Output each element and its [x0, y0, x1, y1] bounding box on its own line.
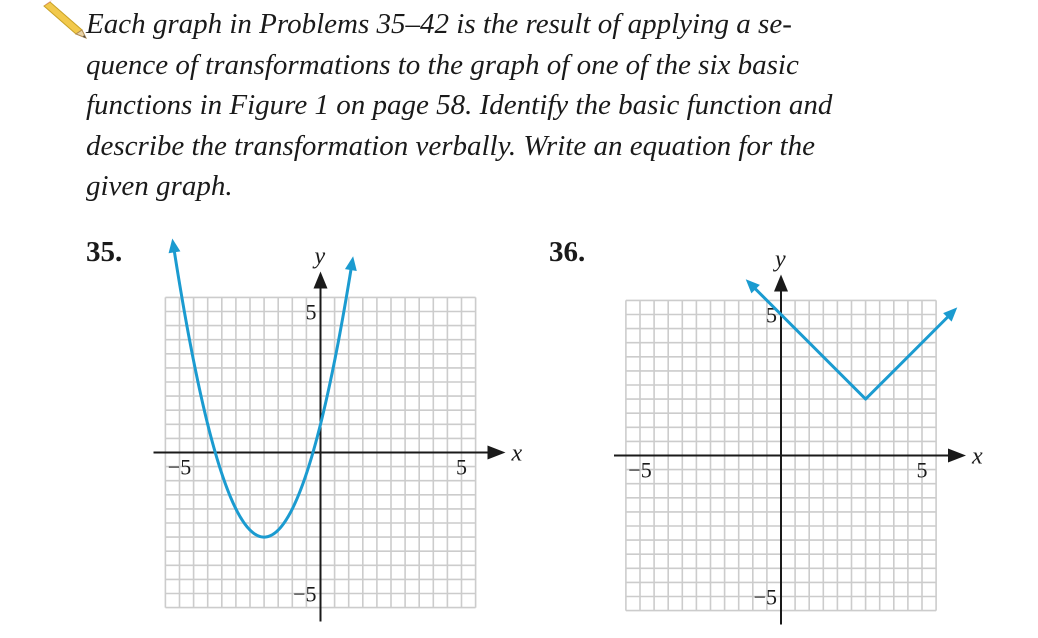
instruction-line: Each graph in Problems 35–42 is the result of applying a se- [86, 8, 792, 40]
y-tick-label-5: 5 [305, 299, 317, 325]
y-tick-label-neg5: −5 [753, 584, 777, 610]
y-tick-label-neg5: −5 [293, 581, 317, 607]
y-axis-arrow [774, 275, 788, 292]
instruction-line: functions in Figure 1 on page 58. Identify the basic function and [86, 89, 833, 121]
instruction-line: given graph. [86, 170, 233, 202]
problem-number-36: 36. [549, 236, 586, 268]
instruction-line: quence of transformations to the graph of one of the six basic [86, 48, 799, 81]
x-tick-label-5: 5 [456, 454, 467, 480]
y-axis-label: y [775, 246, 786, 273]
x-tick-label-neg5: −5 [167, 454, 192, 480]
y-axis-label: y [314, 243, 326, 270]
x-axis-arrow [948, 449, 966, 463]
x-tick-label-neg5: −5 [628, 457, 652, 483]
problem-number-35: 35. [86, 236, 123, 268]
x-tick-label-5: 5 [916, 457, 928, 483]
y-tick-label-5: 5 [766, 302, 777, 328]
x-axis-label: x [972, 443, 983, 470]
instruction-line: describe the transformation verbally. Write an equation for the [86, 129, 815, 162]
x-axis-label: x [511, 440, 523, 467]
